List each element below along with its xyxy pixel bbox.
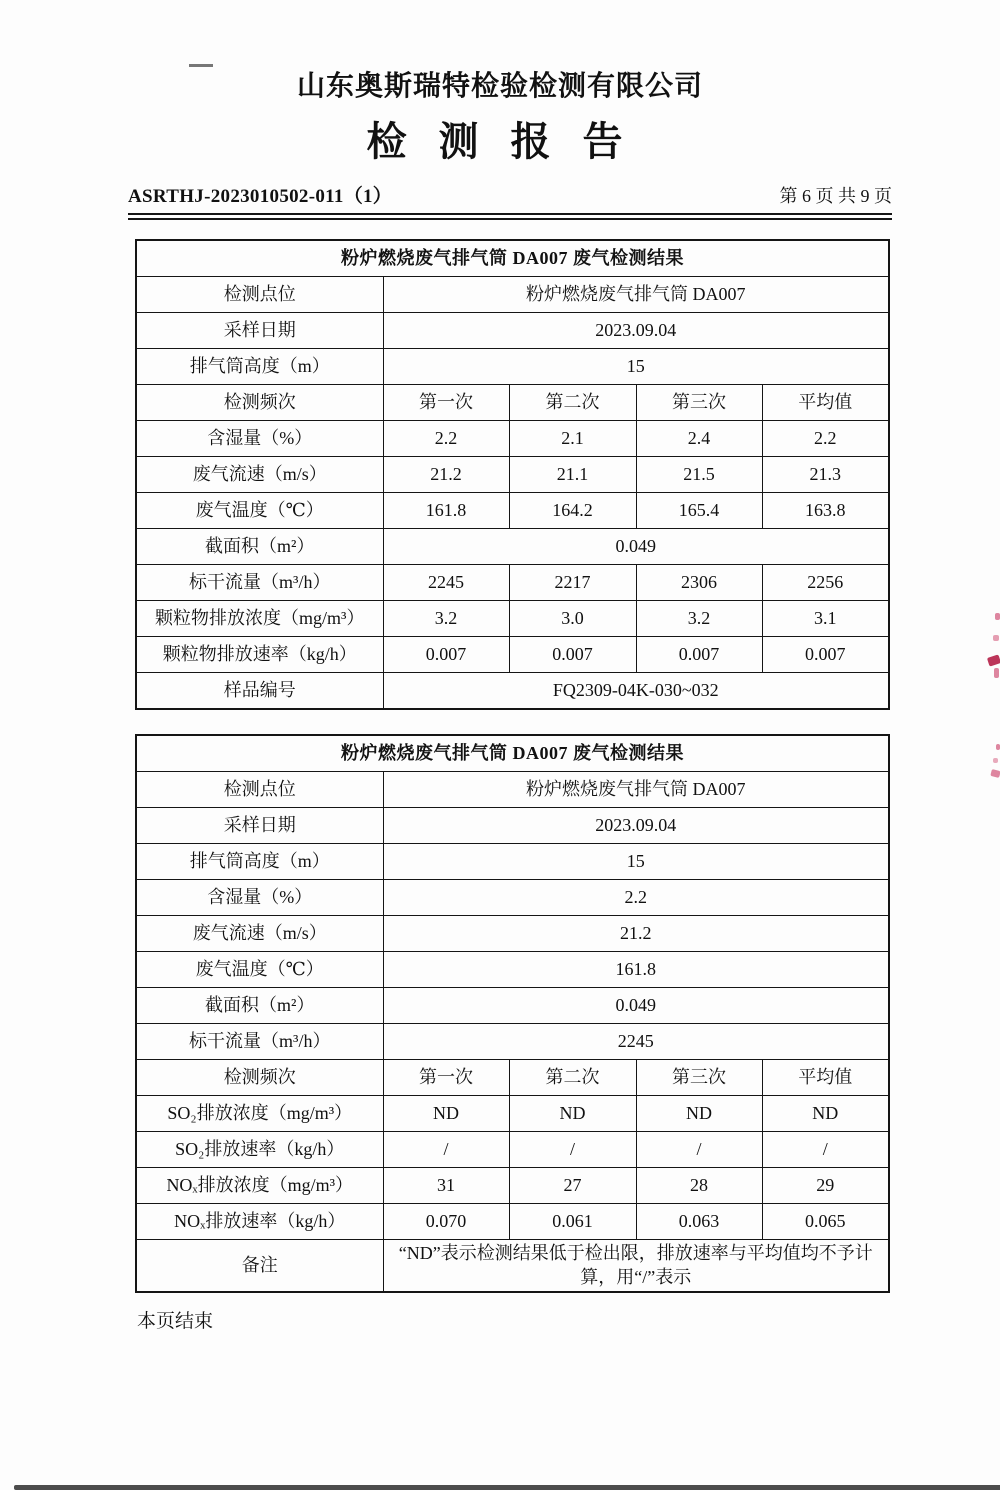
- cell-value: 165.4: [636, 493, 762, 529]
- table-row: [136, 916, 889, 952]
- row-label: 标干流量（m³/h）: [136, 1024, 383, 1060]
- cell-value: 0.007: [509, 637, 636, 673]
- table-row: [136, 1096, 889, 1132]
- row-label: 截面积（m²）: [136, 529, 383, 565]
- report-page: [0, 64, 1000, 1490]
- company-name: 山东奥斯瑞特检验检测有限公司: [296, 71, 703, 102]
- cell-value: 161.8: [383, 493, 509, 529]
- results-table-1: [135, 239, 890, 710]
- cell-value: 163.8: [762, 493, 889, 529]
- table-row: [136, 1060, 889, 1096]
- cell-value: 164.2: [509, 493, 636, 529]
- table-row: [136, 772, 889, 808]
- cell-value: /: [762, 1132, 889, 1168]
- cell-value: 0.007: [383, 637, 509, 673]
- cell-value: 0.049: [383, 529, 889, 565]
- row-label: 截面积（m²）: [136, 988, 383, 1024]
- cell-value: FQ2309-04K-030~032: [383, 673, 889, 710]
- cell-value: 2023.09.04: [383, 313, 889, 349]
- red-ink-mark: [987, 654, 1000, 666]
- cell-value: ND: [636, 1096, 762, 1132]
- cell-value: 21.5: [636, 457, 762, 493]
- row-label: 含湿量（%）: [136, 880, 383, 916]
- cell-value: /: [509, 1132, 636, 1168]
- cell-value: 29: [762, 1168, 889, 1204]
- report-meta-row: [128, 181, 892, 208]
- row-label: SO₂排放速率（kg/h）: [136, 1132, 383, 1168]
- row-label: 标干流量（m³/h）: [136, 565, 383, 601]
- row-label: 检测频次: [136, 1060, 383, 1096]
- red-ink-mark: [996, 744, 1000, 750]
- table-row: [136, 637, 889, 673]
- row-label: 检测频次: [136, 385, 383, 421]
- cell-value: 21.2: [383, 916, 889, 952]
- row-label: 排气筒高度（m）: [136, 844, 383, 880]
- red-ink-mark: [994, 668, 999, 678]
- page-number: 第 6 页 共 9 页: [779, 186, 892, 206]
- row-label: 颗粒物排放浓度（mg/m³）: [136, 601, 383, 637]
- row-label: 采样日期: [136, 313, 383, 349]
- cell-value: 0.007: [636, 637, 762, 673]
- header-divider: [128, 213, 892, 220]
- scan-edge-artifact: [14, 1485, 1000, 1490]
- table-row: [136, 1240, 889, 1292]
- table-row: [136, 385, 889, 421]
- cell-value: 第三次: [636, 1060, 762, 1096]
- cell-value: “ND”表示检测结果低于检出限，排放速率与平均值均不予计算，用“/”表示: [383, 1240, 889, 1292]
- cell-value: 21.3: [762, 457, 889, 493]
- cell-value: 0.065: [762, 1204, 889, 1240]
- cell-value: 3.1: [762, 601, 889, 637]
- cell-value: 2.2: [383, 880, 889, 916]
- cell-value: 2.4: [636, 421, 762, 457]
- table-title-row: [136, 240, 889, 277]
- table-title: 粉炉燃烧废气排气筒 DA007 废气检测结果: [136, 735, 889, 772]
- table-row: [136, 421, 889, 457]
- cell-value: ND: [762, 1096, 889, 1132]
- cell-value: 3.2: [383, 601, 509, 637]
- cell-value: 2306: [636, 565, 762, 601]
- red-ink-mark: [993, 758, 998, 763]
- row-label: SO₂排放浓度（mg/m³）: [136, 1096, 383, 1132]
- row-label: NOₓ排放浓度（mg/m³）: [136, 1168, 383, 1204]
- table-row: [136, 313, 889, 349]
- cell-value: 3.2: [636, 601, 762, 637]
- cell-value: 第一次: [383, 1060, 509, 1096]
- cell-value: 2245: [383, 565, 509, 601]
- red-ink-mark: [995, 613, 1000, 620]
- report-title: 检 测 报 告: [366, 119, 634, 164]
- cell-value: 0.049: [383, 988, 889, 1024]
- red-ink-mark: [990, 769, 1000, 778]
- table-row: [136, 601, 889, 637]
- table-row: [136, 565, 889, 601]
- cell-value: 161.8: [383, 952, 889, 988]
- cell-value: 0.061: [509, 1204, 636, 1240]
- row-label: 含湿量（%）: [136, 421, 383, 457]
- cell-value: ND: [509, 1096, 636, 1132]
- table-row: [136, 844, 889, 880]
- cell-value: 2256: [762, 565, 889, 601]
- table-row: [136, 808, 889, 844]
- scan-edge-artifact: [189, 64, 213, 67]
- table-row: [136, 1204, 889, 1240]
- cell-value: 0.070: [383, 1204, 509, 1240]
- row-label: 样品编号: [136, 673, 383, 710]
- cell-value: 28: [636, 1168, 762, 1204]
- table-row: [136, 673, 889, 710]
- cell-value: 第三次: [636, 385, 762, 421]
- table-row: [136, 1168, 889, 1204]
- table-row: [136, 988, 889, 1024]
- cell-value: 2023.09.04: [383, 808, 889, 844]
- table-title-row: [136, 735, 889, 772]
- row-label: 废气温度（℃）: [136, 952, 383, 988]
- cell-value: /: [636, 1132, 762, 1168]
- table-row: [136, 493, 889, 529]
- table-row: [136, 277, 889, 313]
- table-row: [136, 457, 889, 493]
- cell-value: 27: [509, 1168, 636, 1204]
- table-row: [136, 952, 889, 988]
- cell-value: /: [383, 1132, 509, 1168]
- cell-value: 15: [383, 844, 889, 880]
- row-label: 检测点位: [136, 277, 383, 313]
- row-label: 废气温度（℃）: [136, 493, 383, 529]
- row-label: 采样日期: [136, 808, 383, 844]
- cell-value: 第一次: [383, 385, 509, 421]
- report-number: ASRTHJ-2023010502-011（1）: [128, 186, 393, 207]
- cell-value: 0.007: [762, 637, 889, 673]
- row-label: 废气流速（m/s）: [136, 457, 383, 493]
- table-row: [136, 529, 889, 565]
- cell-value: 粉炉燃烧废气排气筒 DA007: [383, 772, 889, 808]
- cell-value: 2217: [509, 565, 636, 601]
- row-label: 排气筒高度（m）: [136, 349, 383, 385]
- cell-value: 2.2: [383, 421, 509, 457]
- cell-value: ND: [383, 1096, 509, 1132]
- cell-value: 平均值: [762, 1060, 889, 1096]
- table-row: [136, 880, 889, 916]
- table-row: [136, 1024, 889, 1060]
- row-label: 检测点位: [136, 772, 383, 808]
- cell-value: 2245: [383, 1024, 889, 1060]
- table-title: 粉炉燃烧废气排气筒 DA007 废气检测结果: [136, 240, 889, 277]
- results-table-2: [135, 734, 890, 1293]
- table-row: [136, 349, 889, 385]
- row-label: 备注: [136, 1240, 383, 1292]
- cell-value: 3.0: [509, 601, 636, 637]
- cell-value: 2.1: [509, 421, 636, 457]
- cell-value: 第二次: [509, 385, 636, 421]
- cell-value: 0.063: [636, 1204, 762, 1240]
- row-label: 颗粒物排放速率（kg/h）: [136, 637, 383, 673]
- cell-value: 2.2: [762, 421, 889, 457]
- cell-value: 31: [383, 1168, 509, 1204]
- cell-value: 15: [383, 349, 889, 385]
- red-ink-mark: [993, 635, 999, 641]
- cell-value: 21.2: [383, 457, 509, 493]
- cell-value: 平均值: [762, 385, 889, 421]
- cell-value: 第二次: [509, 1060, 636, 1096]
- page-end-note: 本页结束: [137, 1310, 214, 1332]
- row-label: 废气流速（m/s）: [136, 916, 383, 952]
- cell-value: 21.1: [509, 457, 636, 493]
- table-row: [136, 1132, 889, 1168]
- row-label: NOₓ排放速率（kg/h）: [136, 1204, 383, 1240]
- cell-value: 粉炉燃烧废气排气筒 DA007: [383, 277, 889, 313]
